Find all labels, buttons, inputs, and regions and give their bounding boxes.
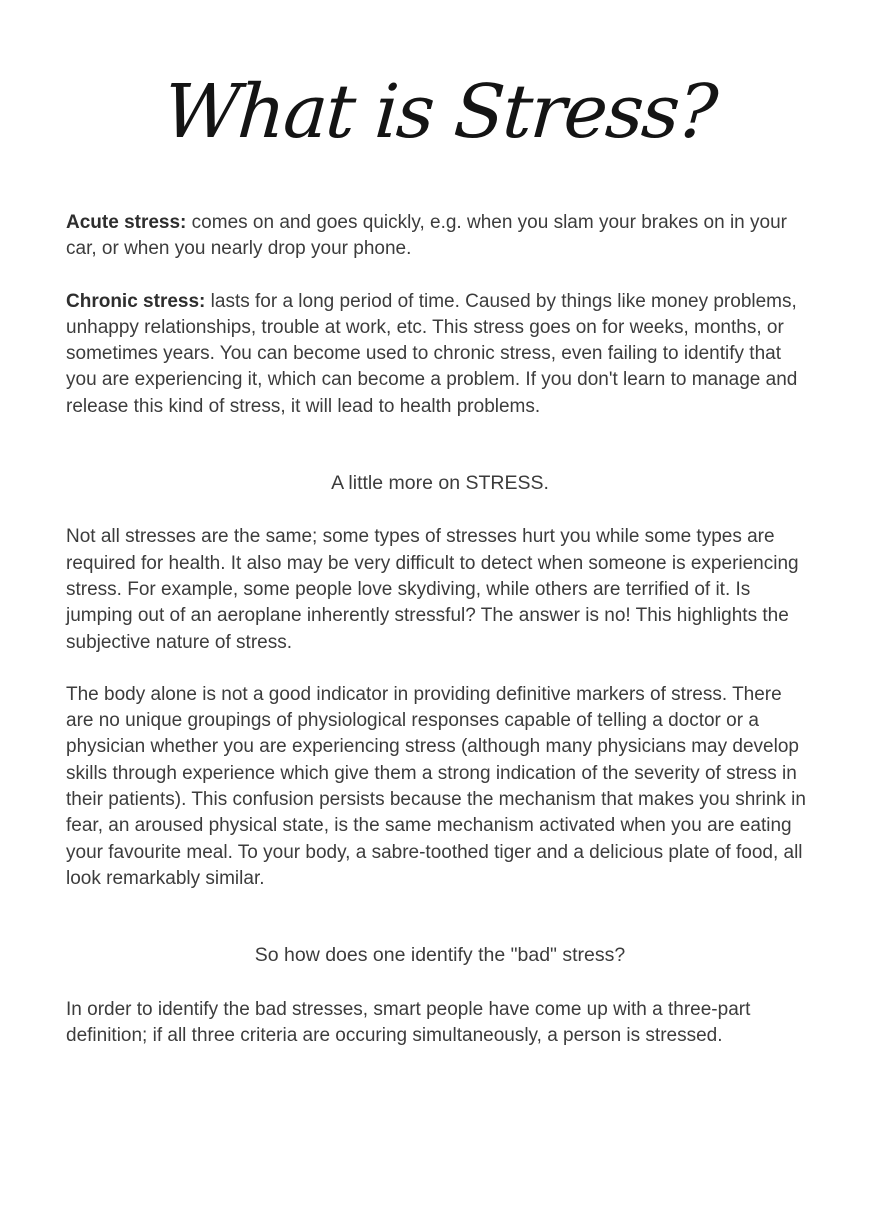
chronic-stress-label: Chronic stress: [66,290,206,312]
page-title [66,48,814,176]
paragraph-three-part-definition: In order to identify the bad stresses, smart people have come up with a three-part definition; if all three criteria are occuring simultaneously, a person is stressed. [66,998,751,1046]
chronic-stress-body: lasts for a long period of time. Caused by things like money problems, unhappy relationships, trouble at work, etc. This stress goes on for weeks, months, or sometimes years. You can become used to chronic stress, even failing to identify that you are experiencing it, which can become a problem. If you don't learn to manage and release this kind of stress, it will lead to health problems. [66,290,798,417]
acute-stress-label: Acute stress: [66,212,187,233]
heading-more-on-stress: A little more on STRESS. [331,472,549,495]
paragraph-body-indicator: The body alone is not a good indicator in providing definitive markers of stress. There are no unique groupings of physiological responses capable of telling a doctor or a physician whether you are experiencing stress (although many physicians may develop skills through experience which give them a strong indication of the severity of stress in their patients). This confusion persists because the mechanism that makes you shrink in fear, an aroused physical state, is the same mechanism activated when you are eating your favourite meal. To your body, a sabre-toothed tiger and a delicious plate of food, all look remarkably similar. [66,683,806,889]
paragraph-acute-stress [66,210,814,263]
heading-identify-bad-stress: So how does one identify the "bad" stress? [254,944,626,967]
paragraph-subjective-nature: Not all stresses are the same; some types of stresses hurt you while some types are required for health. It also may be very difficult to detect when someone is experiencing stress. For example, some people love skydiving, while others are terrified of it. Is jumping out of an aeroplane inherently stressful? The answer is no! This highlights the subjective nature of stress. [66,526,799,653]
acute-stress-body: comes on and goes quickly, e.g. when you slam your brakes on in your car, or when you nearly drop your phone. [66,212,787,260]
paragraph-chronic-stress [66,289,814,420]
page-title-text: What is Stress? [161,69,719,155]
